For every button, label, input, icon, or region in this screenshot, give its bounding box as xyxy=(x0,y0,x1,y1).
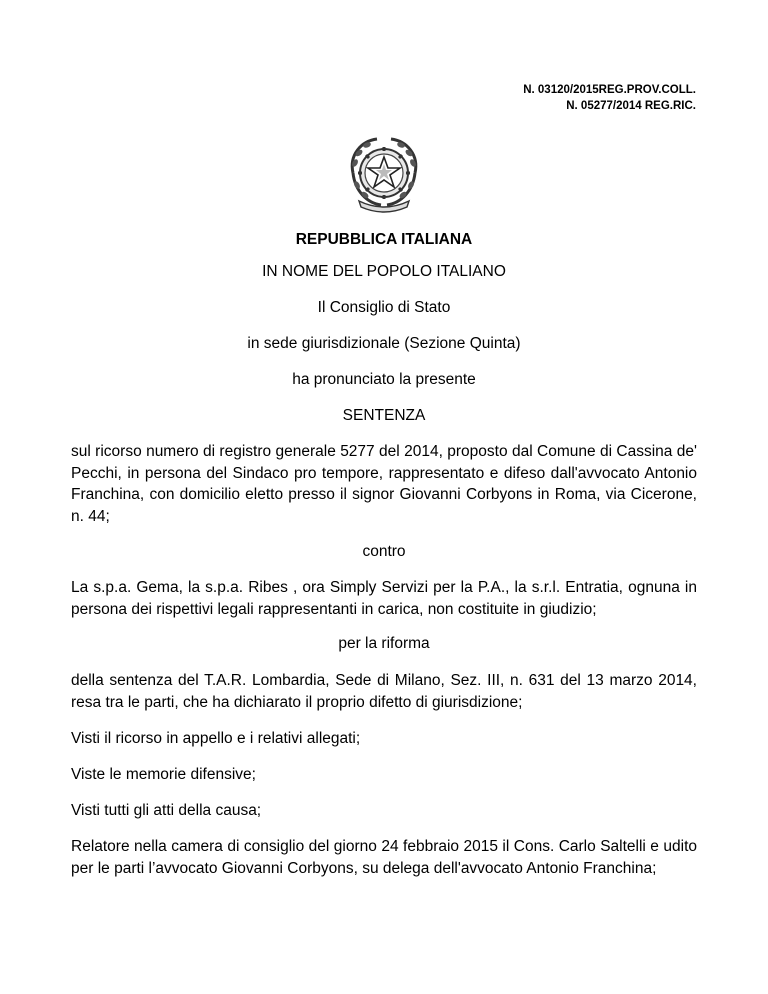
appeal-documents-line: Visti il ricorso in appello e i relativi allegati; xyxy=(71,730,361,747)
defense-briefs-line: Viste le memorie difensive; xyxy=(71,766,256,783)
section-name: in sede giurisdizionale (Sezione Quinta) xyxy=(247,335,521,352)
reg-ric-number: N. 05277/2014 REG.RIC. xyxy=(566,100,696,112)
appeal-paragraph: sul ricorso numero di registro generale 5277 del 2014, proposto dal Comune di Cassina de' Pecchi, in persona del Sindaco pro tempore, rappresentato e difeso dall'avvocato Antonio Franchina, con domicilio eletto presso il signor Giovanni Corbyons in Roma, via Cicerone, n. 44; xyxy=(71,443,697,525)
judgment-paragraph: della sentenza del T.A.R. Lombardia, Sede di Milano, Sez. III, n. 631 del 13 marzo 2014, resa tra le parti, che ha dichiarato il proprio difetto di giurisdizione; xyxy=(71,672,697,711)
republic-title: REPUBBLICA ITALIANA xyxy=(295,231,473,248)
pronounced-line: ha pronunciato la presente xyxy=(292,371,476,388)
against-line: contro xyxy=(362,543,406,560)
sentence-title: SENTENZA xyxy=(342,407,426,424)
case-reference xyxy=(523,82,696,114)
rapporteur-paragraph: Relatore nella camera di consiglio del giorno 24 febbraio 2015 il Cons. Carlo Saltelli e udito per le parti l’avvocato Giovanni Corbyons, su delega dell'avvocato Antonio Franchina; xyxy=(71,838,697,877)
council-name: Il Consiglio di Stato xyxy=(317,299,451,316)
people-invocation: IN NOME DEL POPOLO ITALIANO xyxy=(262,263,506,280)
italian-republic-emblem-icon xyxy=(337,133,431,215)
respondents-paragraph: La s.p.a. Gema, la s.p.a. Ribes , ora Simply Servizi per la P.A., la s.r.l. Entratia, ognuna in persona dei rispettivi legali rappresentanti in carica, non costituite in giudizio; xyxy=(71,579,697,618)
reform-line: per la riforma xyxy=(338,635,430,652)
reg-prov-coll-number: N. 03120/2015REG.PROV.COLL. xyxy=(523,84,696,96)
case-documents-line: Visti tutti gli atti della causa; xyxy=(71,802,262,819)
